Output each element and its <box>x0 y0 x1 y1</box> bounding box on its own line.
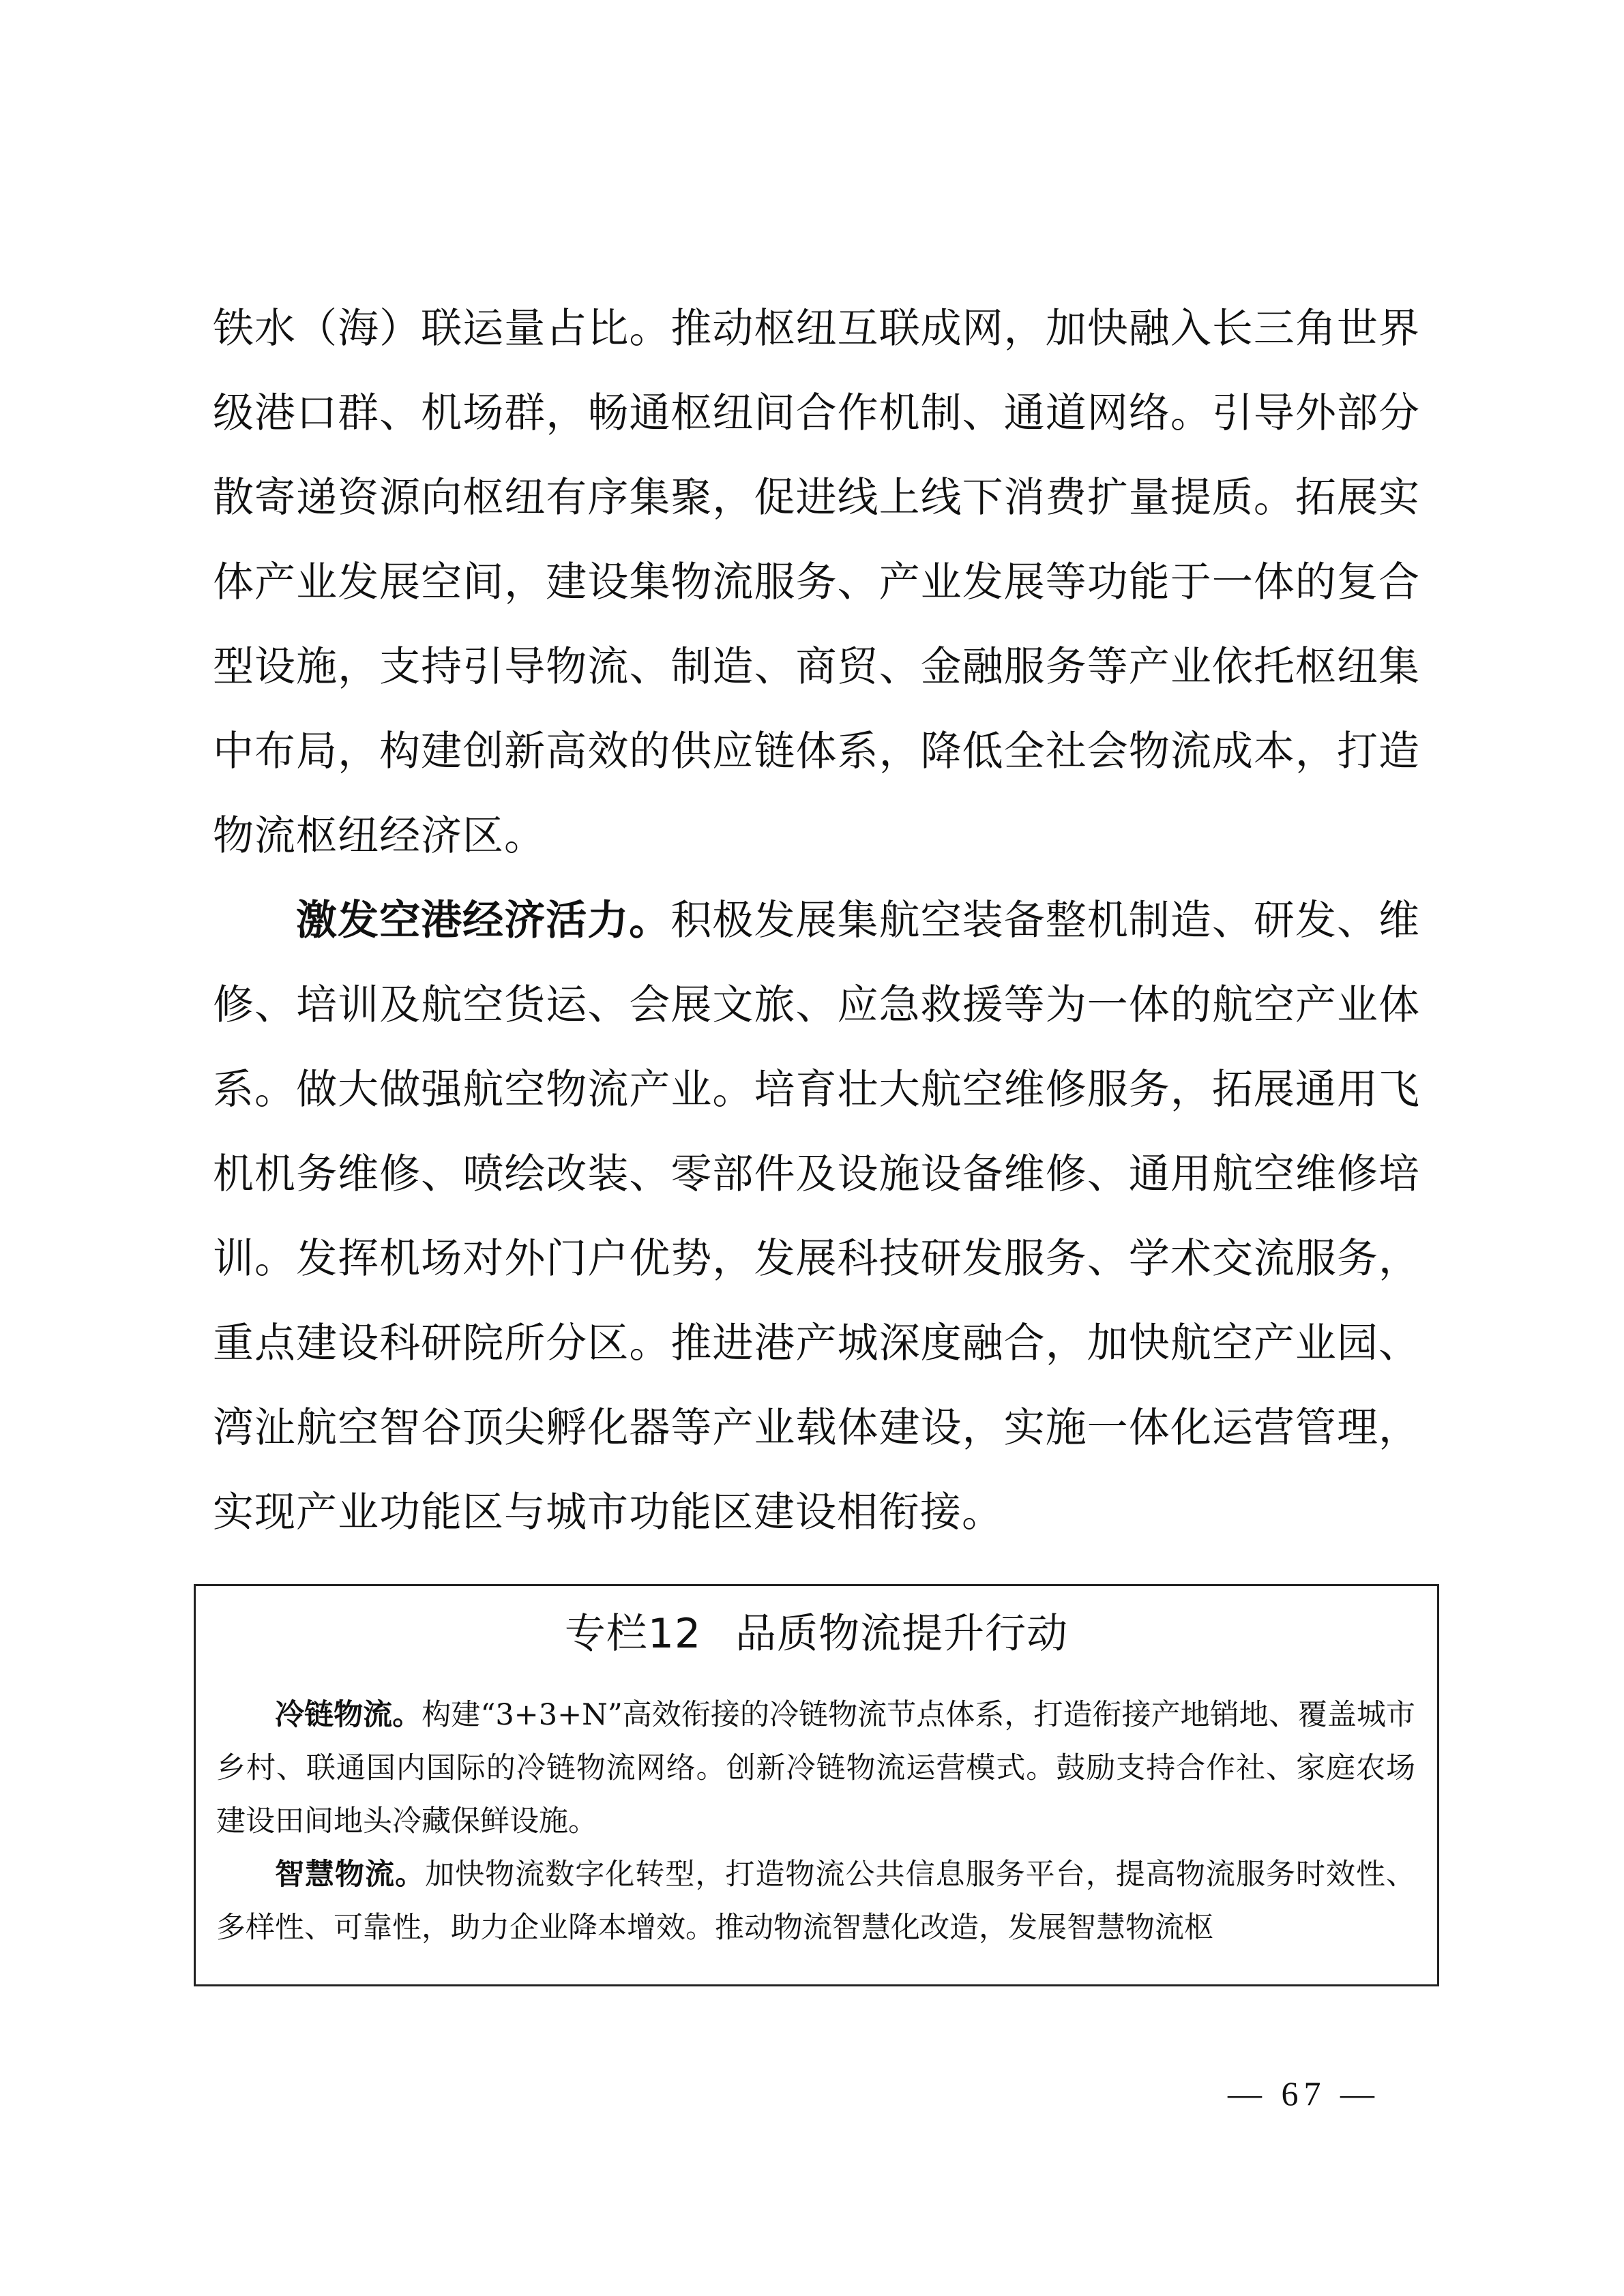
column-body <box>196 1688 1437 1954</box>
paragraph-text: 积极发展集航空装备整机制造、研发、维修、培训及航空货运、会展文旅、应急救援等为一体的航空产业体系。做大做强航空物流产业。培育壮大航空维修服务，拓展通用飞机机务维修、喷绘改装、零部件及设施设备维修、通用航空维修培训。发挥机场对外门户优势，发展科技研发服务、学术交流服务，重点建设科研院所分区。推进港产城深度融合，加快航空产业园、湾沚航空智谷顶尖孵化器等产业载体建设，实施一体化运营管理，实现产业功能区与城市功能区建设相衔接。 <box>213 897 1421 1536</box>
column-title-text: 品质物流提升行动 <box>735 1610 1069 1658</box>
column-item-cold-chain <box>216 1688 1415 1848</box>
paragraph-rail-water-transport <box>213 286 1420 878</box>
column-item-smart-logistics <box>216 1848 1415 1954</box>
column-title <box>196 1586 1437 1688</box>
column-item-heading: 智慧物流。 <box>275 1858 426 1892</box>
paragraph-heading: 激发空港经济活力。 <box>296 897 671 944</box>
page-number: — 67 — <box>1228 2074 1380 2113</box>
column-item-text: 构建“3+3+N”高效衔接的冷链物流节点体系，打造衔接产地销地、覆盖城市乡村、联通国内国际的冷链物流网络。创新冷链物流运营模式。鼓励支持合作社、家庭农场建设田间地头冷藏保鲜设施。 <box>216 1698 1416 1838</box>
body-text <box>213 286 1420 1555</box>
column-number: 专栏12 <box>564 1610 702 1658</box>
paragraph-text: 铁水（海）联运量占比。推动枢纽互联成网，加快融入长三角世界级港口群、机场群，畅通枢纽间合作机制、通道网络。引导外部分散寄递资源向枢纽有序集聚，促进线上线下消费扩量提质。拓展实体产业发展空间，建设集物流服务、产业发展等功能于一体的复合型设施，支持引导物流、制造、商贸、金融服务等产业依托枢纽集中布局，构建创新高效的供应链体系，降低全社会物流成本，打造物流枢纽经济区。 <box>213 305 1420 860</box>
column-item-heading: 冷链物流。 <box>275 1698 422 1732</box>
paragraph-airport-economy <box>213 878 1420 1555</box>
column-box <box>194 1584 1439 1986</box>
column-item-text: 加快物流数字化转型，打造物流公共信息服务平台，提高物流服务时效性、多样性、可靠性，助力企业降本增效。推动物流智慧化改造，发展智慧物流枢 <box>216 1858 1416 1945</box>
